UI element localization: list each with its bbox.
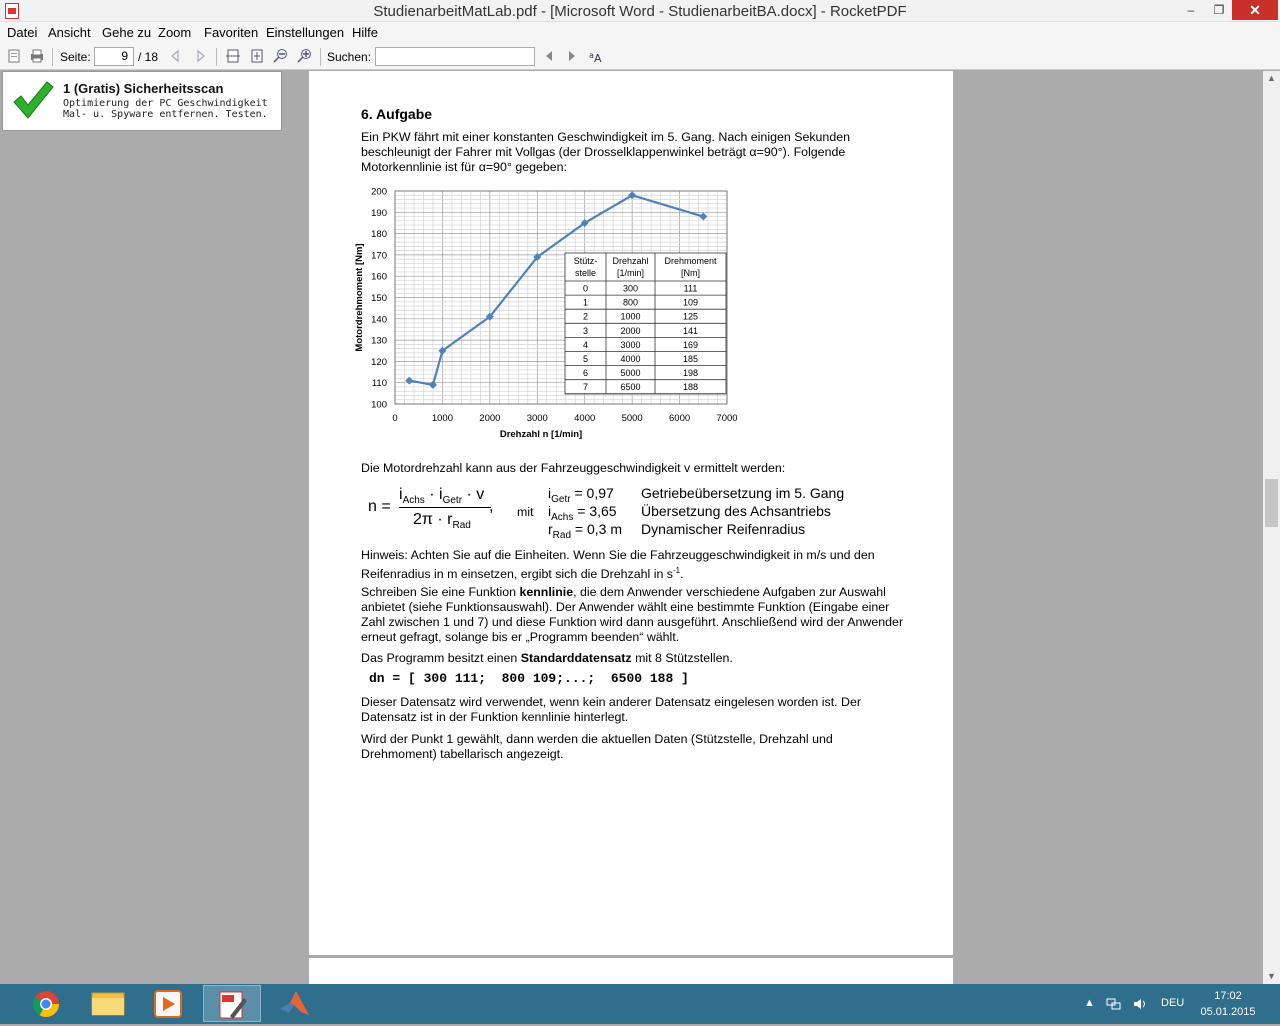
y-tick-label: 120: [371, 356, 387, 368]
y-tick-label: 110: [371, 378, 387, 390]
param-achs: $i_{Achs} = 3,65$: [548, 503, 617, 523]
search-previous-icon[interactable]: [541, 48, 557, 64]
ad-title: 1 (Gratis) Sicherheitsscan: [63, 81, 224, 96]
table-cell: 800: [622, 297, 639, 308]
x-tick-label: 0: [392, 413, 398, 424]
function-paragraph: Schreiben Sie eine Funktion kennlinie, die dem Anwender verschiedene Aufgaben zur Auswahl anbietet (siehe Funktionsauswahl). Der Anwender wählt eine bestimmte Funktion (Eingabe einer Zahl zwischen 1 und 7) und diese Funktion wird dann ausgeführt. Anschließend wird der Anwender erneut gefragt, solange bis er „Programm beenden“ wählt.: [361, 585, 904, 644]
volume-icon[interactable]: [1132, 997, 1148, 1014]
language-indicator[interactable]: DEU: [1161, 997, 1185, 1009]
table-header: [1/min]: [616, 268, 645, 278]
table-cell: 141: [682, 325, 699, 336]
table-cell: 111: [683, 283, 698, 294]
y-tick-label: 190: [371, 207, 387, 219]
search-label: Suchen:: [327, 50, 372, 64]
next-page-icon[interactable]: [192, 48, 208, 64]
open-file-icon[interactable]: [6, 48, 22, 64]
formula-denominator: $2\pi \cdot r_{Rad}$: [413, 511, 471, 532]
clock-date[interactable]: 05.01.2015: [1200, 1006, 1256, 1018]
network-icon[interactable]: [1106, 997, 1122, 1014]
search-next-icon[interactable]: [564, 48, 580, 64]
x-tick-label: 1000: [431, 413, 453, 424]
x-tick-label: 5000: [621, 413, 643, 424]
x-tick-label: 7000: [716, 413, 738, 424]
search-input[interactable]: [375, 47, 535, 66]
print-icon[interactable]: [29, 48, 45, 64]
table-cell: 3000: [620, 339, 641, 350]
previous-page-icon[interactable]: [168, 48, 184, 64]
pdf-editor-icon: [204, 986, 262, 1023]
intro-paragraph: Ein PKW fährt mit einer konstanten Geschwindigkeit im 5. Gang. Nach einigen Sekunden beschleunigt der Fahrer mit Vollgas (der Drosselklappenwinkel beträgt α=90°). Folgende Motorkennlinie ist für α=90° gegeben:: [361, 130, 851, 174]
scroll-down-icon[interactable]: ▼: [1267, 971, 1276, 981]
dataset-intro-paragraph: Das Programm besitzt einen Standarddatensatz mit 8 Stützstellen.: [361, 651, 733, 665]
vertical-scrollbar[interactable]: [1263, 71, 1280, 984]
y-axis-label: Motordrehmoment [Nm]: [354, 243, 365, 352]
y-tick-label: 160: [371, 271, 387, 283]
table-cell: 198: [682, 368, 699, 379]
pdf-page: [309, 71, 953, 955]
y-tick-label: 130: [371, 335, 387, 347]
menu-hilfe[interactable]: Hilfe: [352, 25, 379, 40]
fit-width-icon[interactable]: [225, 48, 241, 64]
param-rad-desc: Dynamischer Reifenradius: [641, 521, 806, 537]
param-getr: $i_{Getr} = 0,97$: [548, 485, 614, 505]
table-cell: 4: [582, 339, 589, 350]
svg-text:a: a: [589, 51, 594, 60]
zoom-in-icon[interactable]: [297, 48, 313, 64]
table-header: Stütz-: [573, 256, 598, 266]
close-button[interactable]: ✕: [1232, 0, 1278, 20]
next-pdf-page: [309, 958, 953, 984]
y-tick-label: 100: [371, 399, 387, 411]
chrome-icon: [17, 985, 75, 1022]
y-tick-label: 150: [371, 293, 387, 304]
param-getr-desc: Getriebeübersetzung im 5. Gang: [641, 485, 845, 501]
table-header: Drehmoment: [664, 256, 717, 266]
x-axis-label: Drehzahl n [1/min]: [499, 429, 583, 440]
table-cell: 5000: [620, 368, 641, 379]
scrollbar-thumb[interactable]: [1265, 479, 1278, 527]
match-case-icon[interactable]: [588, 48, 604, 64]
page-total: / 18: [138, 50, 159, 64]
y-tick-label: 140: [371, 314, 387, 326]
ad-text-line: Optimierung der PC Geschwindigkeit: [63, 98, 268, 109]
minimize-button[interactable]: ‒: [1187, 3, 1195, 17]
explorer-taskbar-button[interactable]: [79, 985, 137, 1022]
toolbar-separator: [52, 48, 53, 66]
table-cell: 300: [622, 283, 639, 294]
chrome-taskbar-button[interactable]: [17, 985, 75, 1022]
security-scan-ad[interactable]: [2, 71, 282, 131]
menu-datei[interactable]: Datei: [7, 25, 38, 40]
formula-numerator: $i_{Achs} \cdot i_{Getr} \cdot v$: [399, 486, 485, 507]
table-header: stelle: [574, 268, 597, 278]
zoom-out-icon[interactable]: [273, 48, 289, 64]
x-tick-label: 3000: [526, 413, 548, 424]
clock-time[interactable]: 17:02: [1214, 990, 1242, 1002]
green-checkmark-icon: [11, 78, 55, 122]
taskbar: [0, 984, 1280, 1024]
y-tick-label: 180: [371, 229, 387, 241]
x-tick-label: 4000: [574, 413, 596, 424]
code-line: dn = [ 300 111; 800 109;...; 6500 188 ]: [369, 671, 689, 686]
table-cell: 2: [582, 311, 589, 322]
data-point: [699, 213, 707, 221]
data-point: [405, 377, 413, 385]
folder-icon: [79, 985, 137, 1022]
matlab-icon: [265, 985, 323, 1022]
formula-fraction-bar: [399, 507, 491, 508]
table-cell: 125: [682, 311, 699, 322]
table-cell: 6500: [620, 382, 641, 393]
maximize-button[interactable]: ❐: [1213, 3, 1225, 17]
svg-text:A: A: [594, 52, 602, 64]
section-heading: 6. Aufgabe: [361, 106, 433, 122]
menu-favoriten[interactable]: Favoriten: [204, 25, 259, 40]
table-cell: 5: [582, 354, 589, 364]
table-cell: 1: [582, 297, 589, 308]
formula-mit: mit: [517, 505, 534, 519]
table-cell: 4000: [620, 354, 641, 364]
y-tick-label: 170: [371, 250, 387, 262]
point1-paragraph: Wird der Punkt 1 gewählt, dann werden die aktuellen Daten (Stützstelle, Drehzahl und Drehmoment) tabellarisch angezeigt.: [361, 732, 833, 761]
menu-gehe-zu[interactable]: Gehe zu: [102, 25, 152, 40]
table-cell: 109: [682, 297, 699, 308]
table-cell: 6: [582, 368, 589, 379]
speed-paragraph: Die Motordrehzahl kann aus der Fahrzeuggeschwindigkeit v ermittelt werden:: [361, 461, 786, 475]
table-cell: 3: [582, 325, 589, 336]
toolbar: [0, 43, 1280, 70]
table-cell: 7: [582, 382, 589, 393]
table-header: Drehzahl: [612, 256, 649, 266]
y-tick-label: 200: [371, 186, 387, 198]
param-achs-desc: Übersetzung des Achsantriebs: [641, 503, 831, 519]
page-number-input[interactable]: 9: [94, 47, 134, 66]
table-cell: 185: [682, 354, 699, 364]
toolbar-separator: [216, 48, 217, 66]
param-rad: $r_{Rad} = 0,3$ m: [548, 521, 622, 541]
table-cell: 188: [682, 382, 699, 393]
data-point: [429, 381, 437, 389]
x-tick-label: 6000: [669, 413, 691, 424]
dataset-paragraph: Dieser Datensatz wird verwendet, wenn kein anderer Datensatz eingelesen worden ist. Der Datensatz ist in der Funktion kennlinie hinterlegt.: [361, 695, 862, 724]
x-tick-label: 2000: [479, 413, 501, 424]
media-player-icon: [139, 985, 197, 1022]
title-bar: [0, 0, 1280, 22]
hint-paragraph: Hinweis: Achten Sie auf die Einheiten. Wenn Sie die Fahrzeuggeschwindigkeit in m/s und den Reifenradius in m einsetzen, ergibt sich die Drehzahl in $s^{-1}$.: [361, 548, 875, 582]
toolbar-separator: [320, 48, 321, 66]
page-label: Seite:: [60, 50, 91, 64]
rocketpdf-taskbar-button[interactable]: [203, 985, 261, 1022]
menu-ansicht[interactable]: Ansicht: [48, 25, 91, 40]
table-cell: 0: [582, 283, 589, 294]
formula-lhs: n =: [368, 498, 391, 515]
menu-einstellungen[interactable]: Einstellungen: [266, 25, 345, 40]
formula-comma: ,: [489, 498, 494, 515]
show-hidden-icons-icon[interactable]: ▲: [1084, 997, 1095, 1009]
window-title: StudienarbeitMatLab.pdf - [Microsoft Word - StudienarbeitBA.docx] - RocketPDF: [373, 3, 907, 20]
fit-page-icon[interactable]: [249, 48, 265, 64]
table-cell: 1000: [620, 311, 641, 322]
menu-zoom[interactable]: Zoom: [158, 25, 192, 40]
menu-bar: [0, 22, 1280, 43]
table-cell: 169: [682, 339, 699, 350]
ad-text-line: Mal- u. Spyware entfernen. Testen.: [63, 109, 268, 120]
media-player-taskbar-button[interactable]: [139, 985, 197, 1022]
scroll-up-icon[interactable]: ▲: [1267, 73, 1276, 83]
table-cell: 2000: [620, 325, 641, 336]
table-header: [Nm]: [681, 268, 700, 278]
matlab-taskbar-button[interactable]: [265, 985, 323, 1022]
